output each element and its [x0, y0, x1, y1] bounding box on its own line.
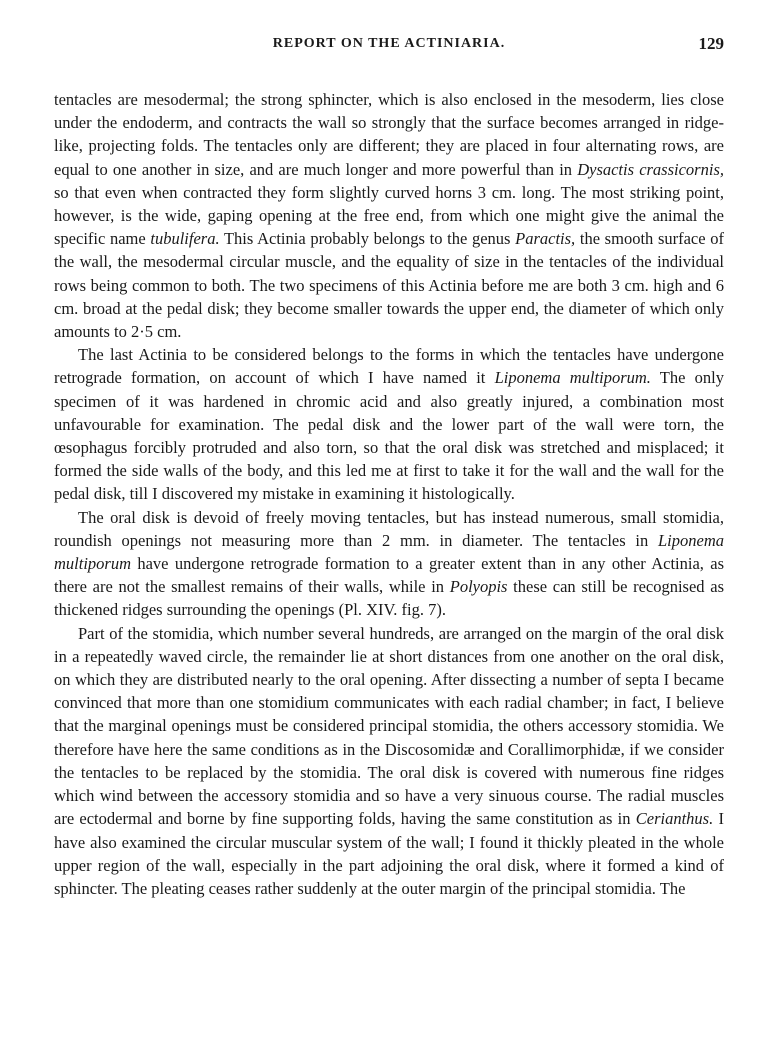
- text-run: The last Actinia to be considered belongs to the forms in which the tentacles have undergone retrograde formation, on account of which I have named it: [54, 345, 724, 388]
- paragraph-4: [54, 622, 724, 900]
- running-header: [54, 36, 724, 62]
- text-run: This Actinia probably belongs to the genus: [219, 229, 516, 249]
- paragraph-3: [54, 506, 724, 622]
- paragraph-1: [54, 88, 724, 343]
- italic-run: tubulifera.: [150, 229, 220, 249]
- text-run: have undergone retrograde formation to a greater extent than in any other Actinia, as there are not the smallest remains of their walls, while in: [54, 554, 724, 597]
- italic-run: Paractis,: [515, 229, 576, 249]
- italic-run: Liponema multiporum.: [494, 368, 651, 388]
- page-number: 129: [698, 34, 724, 53]
- text-run: The only specimen of it was hardened in chromic acid and also greatly injured, a combination most unfavourable for examination. The pedal disk and the lower part of the wall were torn, the œsophagus forcibly protruded and also torn, so that the oral disk was stretched and misplaced; it formed the side walls of the body, and this led me at first to take it for the wall and the wall for the pedal disk, till I discovered my mistake in examining it histologically.: [54, 368, 724, 504]
- body-text: [54, 88, 724, 900]
- text-run: The oral disk is devoid of freely moving tentacles, but has instead numerous, small stomidia, roundish openings not measuring more than 2 mm. in diameter. The tentacles in: [54, 507, 724, 550]
- italic-run: Liponema multiporum: [54, 530, 724, 574]
- text-run: tentacles are mesodermal; the strong sphincter, which is also enclosed in the mesoderm, lies close under the endoderm, and contracts the wall so strongly that the surface becomes arranged in ridge-like, projecting folds. The tentacles only are different; they are placed in four alternating rows, are equal to one another in size, and are much longer and more powerful than in: [54, 90, 724, 179]
- book-page: [54, 36, 724, 900]
- italic-run: Polyopis: [449, 577, 508, 597]
- text-run: these can still be recognised as thickened ridges surrounding the openings (Pl. XIV. fig. 7).: [54, 577, 724, 620]
- running-title: REPORT ON THE ACTINIARIA.: [272, 36, 506, 51]
- text-run: the smooth surface of the wall, the mesodermal circular muscle, and the equality of size in the tentacles of the individual rows being common to both. The two specimens of this Actinia before me are both 3 cm. high and 6 cm. broad at the pedal disk; they become smaller towards the upper end, the diameter of which only amounts to 2·5 cm.: [54, 229, 724, 342]
- text-run: I have also examined the circular muscular system of the wall; I found it thickly pleated in the whole upper region of the wall, especially in the part adjoining the oral disk, where it formed a kind of sphincter. The pleating ceases rather suddenly at the outer margin of the principal stomidia. The: [54, 809, 724, 898]
- italic-run: Cerianthus.: [635, 809, 714, 829]
- text-run: so that even when contracted they form slightly curved horns 3 cm. long. The most striking point, however, is the wide, gaping opening at the free end, from which one might give the animal the specific name: [54, 182, 724, 249]
- text-run: Part of the stomidia, which number several hundreds, are arranged on the margin of the oral disk in a repeatedly waved circle, the remainder lie at short distances from one another on the oral disk, on which they are distributed nearly to the oral opening. After dissecting a number of septa I became convinced that more than one stomidium communicates with each radial chamber; in fact, I believe that the marginal openings must be considered principal stomidia, the others accessory stomidia. We therefore have here the same conditions as in the Discosomidæ and Corallimorphidæ, if we consider the tentacles to be replaced by the stomidia. The oral disk is covered with numerous fine ridges which wind between the accessory stomidia and so have a very sinuous course. The radial muscles are ectodermal and borne by fine supporting folds, having the same constitution as in: [54, 623, 724, 829]
- paragraph-2: [54, 343, 724, 505]
- italic-run: Dysactis crassicornis,: [577, 159, 724, 179]
